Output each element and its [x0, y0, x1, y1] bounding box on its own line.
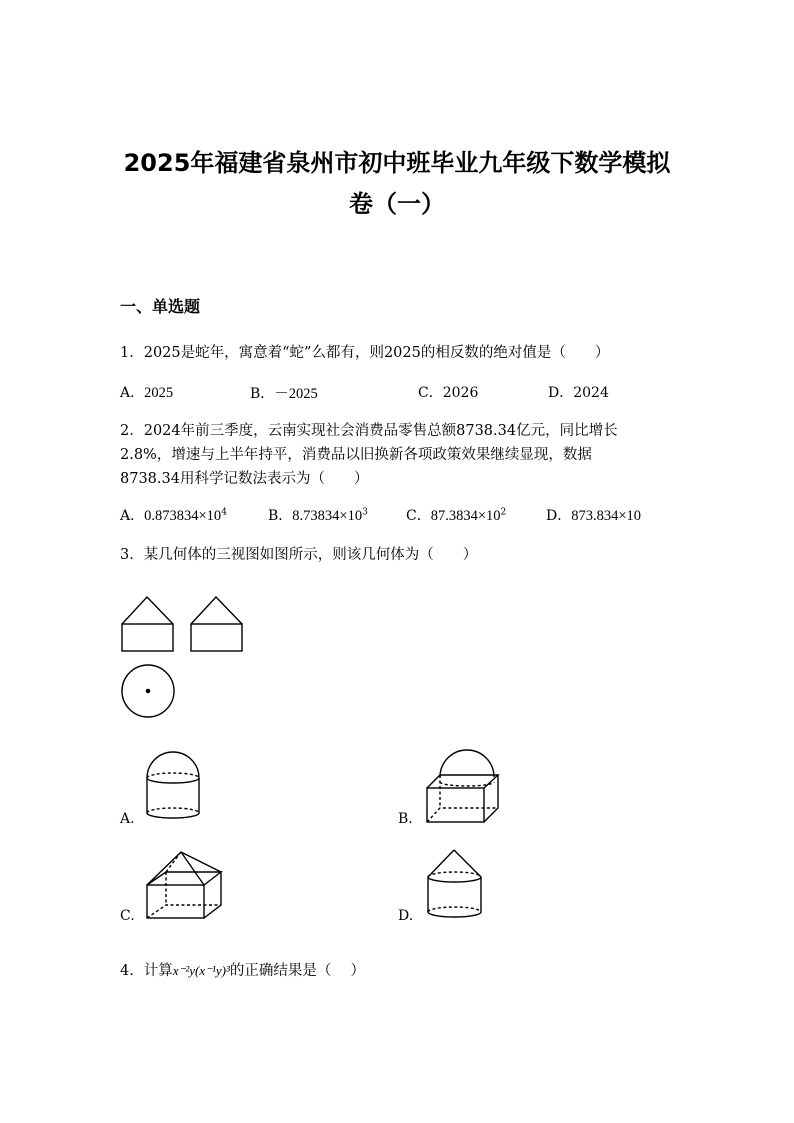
option-exponent: 2	[500, 507, 507, 518]
q3-option-c-label: C.	[120, 908, 135, 924]
q3-option-a-label: A.	[120, 811, 135, 827]
option-base: 87.3834×10	[430, 508, 501, 524]
option-base: 873.834×10	[571, 508, 642, 524]
option-letter: C．	[418, 385, 443, 401]
option-letter: A．	[120, 385, 145, 401]
question-2-line2: 2.8%，增速与上半年持平，消费品以旧换新各项政策效果继续显现，数据	[120, 447, 592, 463]
option-value: －2025	[274, 386, 318, 402]
section-heading: 一、单选题	[120, 297, 201, 316]
question-3-stem: 3．某几何体的三视图如图所示，则该几何体为（ ）	[120, 547, 478, 563]
question-1-stem: 1．2025是蛇年，寓意着“蛇”么都有，则2025的相反数的绝对值是（ ）	[120, 345, 610, 361]
option-letter: C．	[406, 508, 431, 524]
option-exponent: 3	[362, 507, 368, 518]
page-title-line2: 卷（一）	[349, 190, 445, 218]
option-letter: B．	[250, 386, 275, 402]
option-letter: B．	[268, 508, 293, 524]
option-letter: D．	[546, 508, 572, 524]
question-4-suffix: 的正确结果是（ ）	[229, 963, 365, 979]
page-title-line1: 2025年福建省泉州市初中班毕业九年级下数学模拟	[123, 149, 671, 177]
question-2-line1: 2．2024年前三季度，云南实现社会消费品零售总额8738.34亿元，同比增长	[120, 423, 618, 439]
option-value: 2024	[573, 385, 609, 401]
question-4-expression: x⁻²y(x⁻¹y)³	[172, 963, 230, 978]
option-exponent: 4	[221, 507, 227, 518]
question-4-stem	[120, 959, 365, 980]
option-base: 0.873834×10	[144, 508, 222, 524]
question-2-line3: 8738.34用科学记数法表示为（ ）	[120, 471, 369, 487]
option-value: 2026	[442, 385, 479, 401]
question-4-prefix: 4．计算	[120, 963, 173, 979]
q3-option-b-label: B.	[398, 811, 413, 827]
option-base: 8.73834×10	[292, 508, 363, 524]
option-letter: D．	[548, 385, 574, 401]
option-letter: A．	[120, 508, 145, 524]
q3-option-d-label: D.	[398, 908, 414, 924]
option-value: 2025	[144, 385, 174, 401]
